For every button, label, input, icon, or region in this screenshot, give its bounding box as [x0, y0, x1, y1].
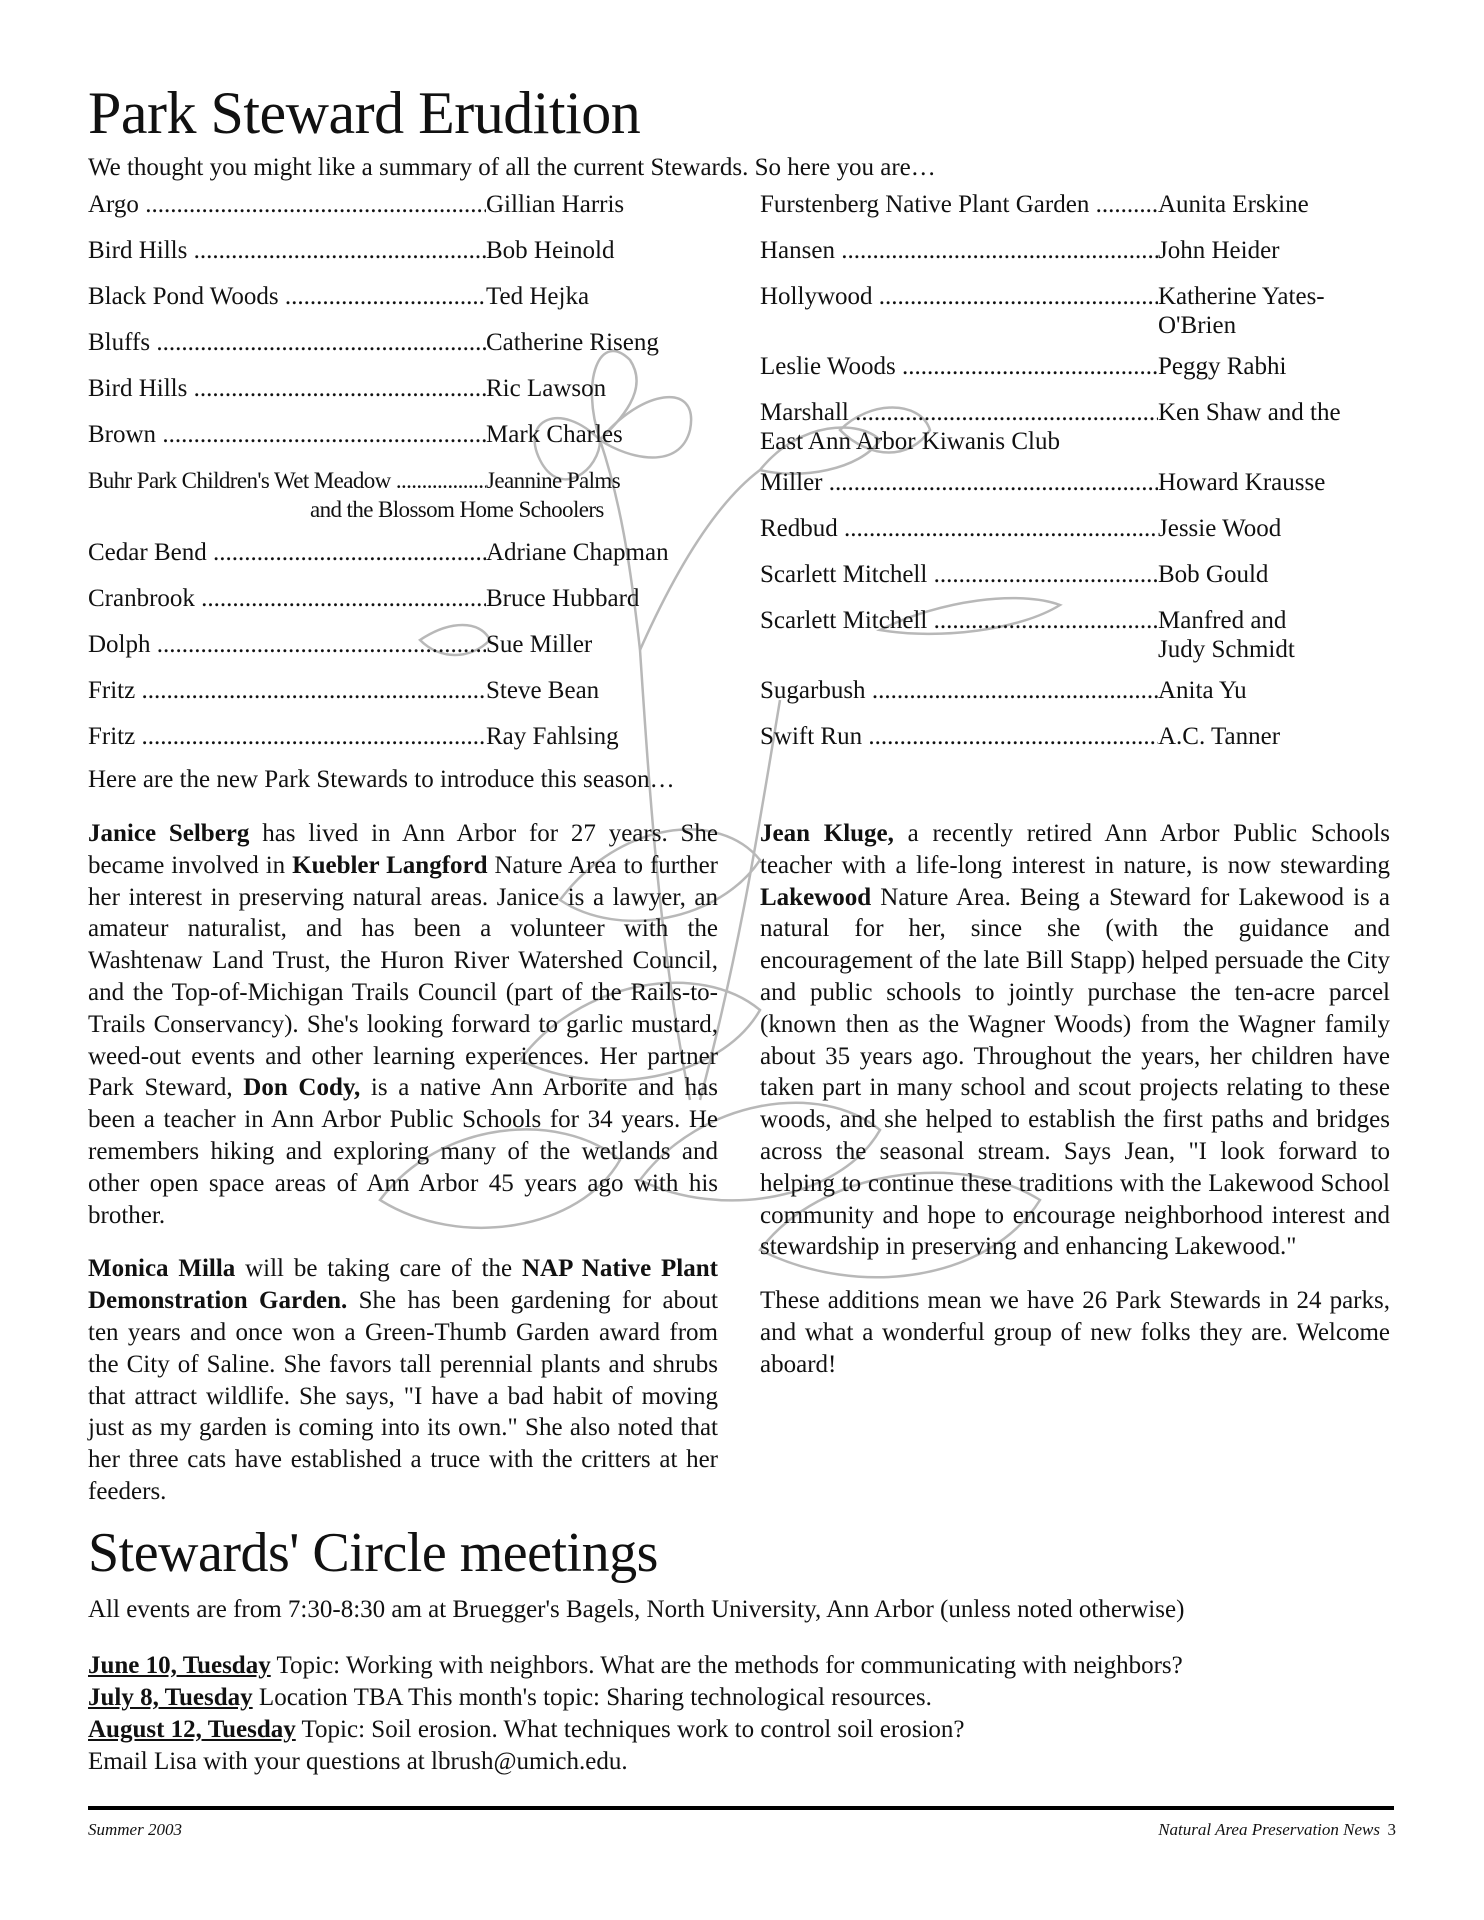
park-name: Redbud ..... [760, 514, 1158, 543]
meetings-heading: Stewards' Circle meetings [88, 1522, 658, 1584]
meeting-item [88, 1714, 1183, 1746]
meeting-date: July 8, Tuesday [88, 1684, 253, 1711]
park-name: Furstenberg Native Plant Garden ..... [760, 190, 1158, 219]
steward-name: Aunita Erskine [1158, 191, 1309, 218]
steward-name: Bob Heinold [486, 237, 615, 264]
steward-row [760, 352, 1287, 381]
park-name: Bluffs ..... [88, 328, 486, 357]
steward-row [88, 190, 625, 219]
park-name: Hansen ..... [760, 236, 1158, 265]
column-left [88, 818, 718, 1530]
park-name: Black Pond Woods ..... [88, 282, 486, 311]
new-stewards-intro: Here are the new Park Stewards to introduce this season… [88, 766, 675, 793]
park-name-cont: East Ann Arbor Kiwanis Club [760, 428, 1060, 455]
footer-rule [88, 1806, 1394, 1810]
steward-row [760, 282, 1325, 339]
steward-name-bold: Jean Kluge, [760, 820, 894, 847]
steward-row [88, 722, 619, 751]
steward-row [88, 282, 590, 311]
footer-publication: Natural Area Preservation News [1158, 1820, 1380, 1839]
page-number: 3 [1387, 1820, 1396, 1839]
park-name: Sugarbush ..... [760, 676, 1158, 705]
steward-name: Steve Bean [486, 677, 600, 704]
column-right [760, 818, 1390, 1403]
steward-name-bold: Monica Milla [88, 1255, 236, 1283]
steward-row [760, 190, 1309, 219]
steward-name-cont: Judy Schmidt [1158, 636, 1295, 663]
park-name-bold: NAP Native Plant Demonstration Garden. [88, 1255, 718, 1315]
steward-name: Ted Hejka [486, 283, 590, 310]
steward-row [760, 676, 1247, 705]
steward-row [88, 328, 659, 357]
partner-name-bold: Don Cody, [243, 1074, 361, 1102]
steward-row [760, 468, 1326, 497]
footer-season: Summer 2003 [88, 1820, 182, 1839]
park-name: Leslie Woods ..... [760, 352, 1158, 381]
profile-monica: Monica Milla will be taking care of the NAP Native Plant Demonstration Garden. She has been gardening for about ten years and once won a Green-Thumb Garden award from the City of Saline. She favors tall perennial plants and shrubs that attract wildlife. She says, "I have a bad habit of moving just as my garden is coming into its own." She also noted that her three cats have established a truce with the critters at her feeders. [88, 1255, 718, 1505]
steward-row [88, 538, 669, 567]
steward-name: Bob Gould [1158, 561, 1269, 588]
steward-name: Manfred and Judy Schmidt [1158, 607, 1295, 663]
steward-row [760, 560, 1269, 589]
park-name: Cranbrook ..... [88, 584, 486, 613]
intro-text: We thought you might like a summary of all the current Stewards. So here you are… [88, 154, 936, 181]
steward-name: Ric Lawson [486, 375, 607, 402]
park-name: Bird Hills ..... [88, 374, 486, 403]
steward-name-bold: Janice Selberg [88, 820, 250, 847]
steward-row [760, 606, 1295, 663]
steward-name: Peggy Rabhi [1158, 353, 1287, 380]
steward-name: Mark Charles [486, 421, 623, 448]
meeting-item [88, 1682, 1183, 1714]
meeting-topic: Topic: Working with neighbors. What are the methods for communicating with neighbors? [270, 1652, 1183, 1679]
park-name-bold: Kuebler Langford [292, 851, 488, 879]
meeting-date: June 10, Tuesday [88, 1652, 271, 1679]
meeting-topic: Location TBA This month's topic: Sharing technological resources. [252, 1684, 932, 1711]
steward-name: Adriane Chapman [486, 539, 669, 566]
meeting-item [88, 1650, 1183, 1682]
steward-name: Howard Krausse [1158, 469, 1326, 496]
park-name: Dolph ..... [88, 630, 486, 659]
steward-row [88, 420, 623, 449]
park-name: Argo ..... [88, 190, 486, 219]
meeting-topic: Topic: Soil erosion. What techniques work to control soil erosion? [295, 1716, 965, 1743]
steward-row [88, 236, 615, 265]
steward-row [88, 466, 621, 522]
steward-row [88, 584, 640, 613]
park-name: Miller ..... [760, 468, 1158, 497]
steward-name: A.C. Tanner [1158, 723, 1281, 750]
steward-name-cont: and the Blossom Home Schoolers [310, 497, 604, 522]
page-title: Park Steward Erudition [88, 80, 641, 146]
steward-name: Anita Yu [1158, 677, 1247, 704]
contact-line: Email Lisa with your questions at lbrush@umich.edu. [88, 1748, 628, 1775]
park-name: Brown ..... [88, 420, 486, 449]
steward-name: Jeannine Palms and the Blossom Home Schoolers [310, 468, 621, 522]
park-name: Scarlett Mitchell ..... [760, 560, 1158, 589]
steward-name: Bruce Hubbard [486, 585, 640, 612]
park-name: Fritz ..... [88, 676, 486, 705]
steward-name: Sue Miller [486, 631, 593, 658]
steward-row [88, 374, 607, 403]
park-name: Swift Run ..... [760, 722, 1158, 751]
steward-name: Ken Shaw and the [1158, 399, 1341, 426]
steward-name: Katherine Yates- O'Brien [1158, 283, 1325, 339]
steward-name: John Heider [1158, 237, 1280, 264]
meetings-list [88, 1650, 1183, 1778]
steward-name: Ray Fahlsing [486, 723, 619, 750]
park-name: Fritz ..... [88, 722, 486, 751]
steward-row [88, 676, 600, 705]
steward-name-cont: O'Brien [1158, 312, 1237, 339]
steward-name: Catherine Riseng [486, 329, 659, 356]
steward-row [760, 514, 1282, 543]
steward-name: Gillian Harris [486, 191, 625, 218]
park-name: Bird Hills ..... [88, 236, 486, 265]
profile-janice: Janice Selberg has lived in Ann Arbor for 27 years. She became involved in Kuebler Langford Nature Area to further her interest in preserving natural areas. Janice is a lawyer, an amateur naturalist, and has been a volunteer with the Washtenaw Land Trust, the Huron River Watershed Council, and the Top-of-Michigan Trails Council (part of the Rails-to-Trails Conservancy). She's looking forward to garlic mustard, weed-out events and other learning experiences. Her partner Park Steward, Don Cody, is a native Ann Arborite and has been a teacher in Ann Arbor Public Schools for 34 years. He remembers hiking and exploring many of the wetlands and other open space areas of Ann Arbor 45 years ago with his brother. [88, 820, 719, 1229]
steward-name: Jessie Wood [1158, 515, 1282, 542]
park-name: Cedar Bend ..... [88, 538, 486, 567]
park-name: Buhr Park Children's Wet Meadow ..... [88, 466, 486, 495]
profile-jean: Jean Kluge, a recently retired Ann Arbor Public Schools teacher with a life-long interest in nature, is now stewarding Lakewood Nature Area. Being a Steward for Lakewood is a natural for her, since she (with the guidance and encouragement of the late Bill Stapp) helped persuade the City and public schools to jointly purchase the ten-acre parcel (known then as the Wagner Woods) from the Wagner family about 35 years ago. Throughout the years, her children have taken part in many school and scout projects relating to these woods, and she helped to establish the first paths and bridges across the seasonal stream. Says Jean, "I look forward to helping to continue these traditions with the Lakewood School community and hope to encourage neighborhood interest and stewardship in preserving and enhancing Lakewood." [760, 820, 1390, 1261]
park-name: Scarlett Mitchell ..... [760, 606, 1158, 635]
park-name-bold: Lakewood [760, 883, 872, 911]
park-name: Marshall ..... [760, 398, 1158, 427]
meeting-date: August 12, Tuesday [88, 1716, 296, 1743]
park-name: Hollywood ..... [760, 282, 1158, 311]
closing-paragraph: These additions mean we have 26 Park Stewards in 24 parks, and what a wonderful group of new folks they are. Welcome aboard! [760, 1287, 1390, 1378]
steward-row [88, 630, 593, 659]
steward-row [760, 398, 1341, 456]
steward-row [760, 722, 1281, 751]
steward-row [760, 236, 1280, 265]
meetings-note: All events are from 7:30-8:30 am at Bruegger's Bagels, North University, Ann Arbor (unless noted otherwise) [88, 1596, 1185, 1623]
